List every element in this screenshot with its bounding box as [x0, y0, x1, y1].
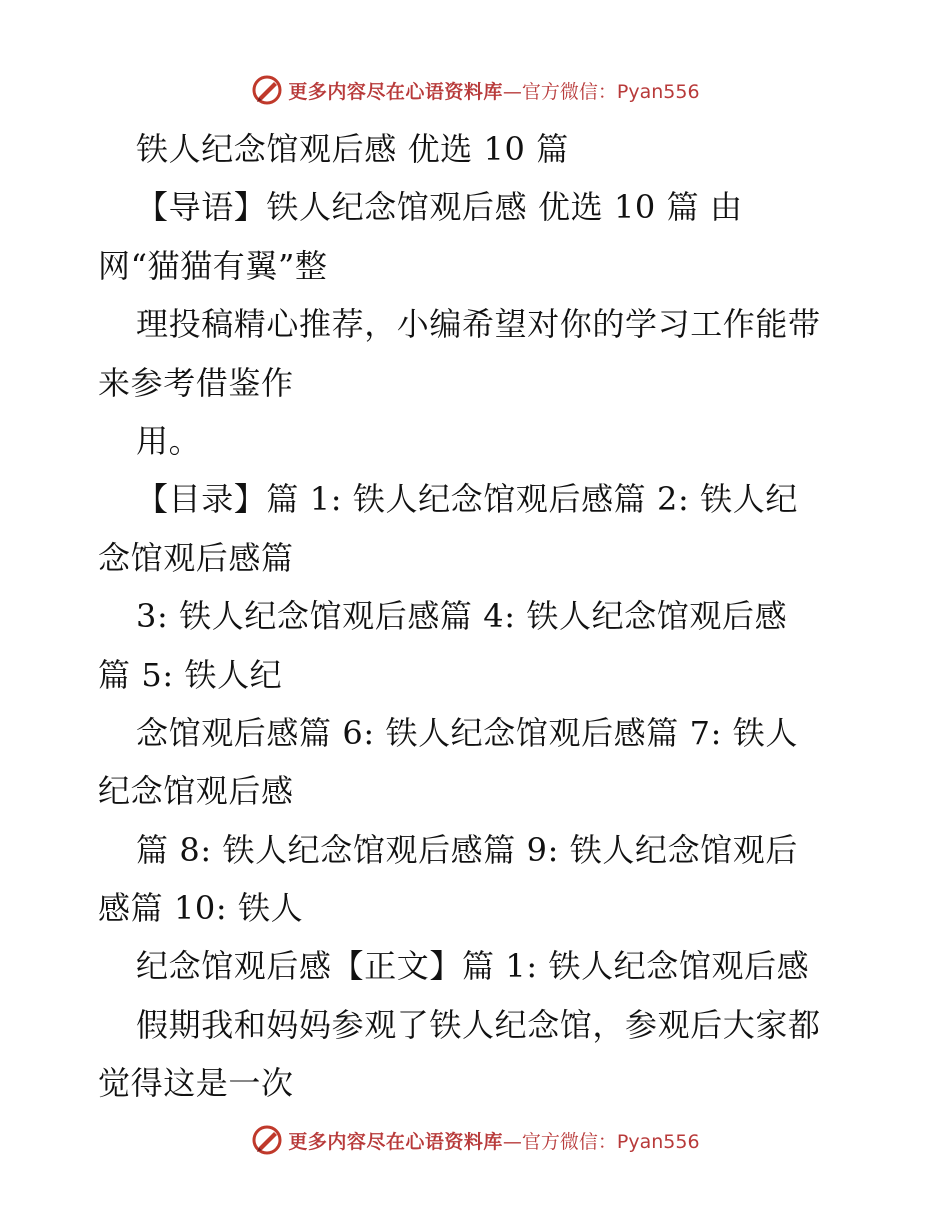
document-line: 纪念馆观后感【正文】篇 1: 铁人纪念馆观后感	[136, 947, 810, 986]
document-line: 用。	[136, 421, 202, 460]
document-line: 网“猫猫有翼”整	[98, 246, 328, 285]
pen-logo-icon	[250, 73, 284, 107]
banner-contact-text: —官方微信：Pyan556	[502, 80, 700, 103]
document-line: 【目录】篇 1: 铁人纪念馆观后感篇 2: 铁人纪	[136, 480, 798, 519]
banner-contact-text: —官方微信：Pyan556	[502, 1130, 700, 1153]
document-line: 篇 5: 铁人纪	[98, 655, 283, 694]
header-banner	[0, 70, 950, 110]
document-line: 铁人纪念馆观后感 优选 10 篇	[136, 130, 569, 168]
banner-brand-text: 更多内容尽在心语资料库	[288, 80, 503, 103]
banner-brand-text: 更多内容尽在心语资料库	[288, 1130, 503, 1153]
document-line: 感篇 10: 铁人	[98, 889, 304, 928]
document-line: 纪念馆观后感	[98, 772, 294, 811]
document-line: 念馆观后感篇 6: 铁人纪念馆观后感篇 7: 铁人	[136, 713, 798, 752]
document-line: 念馆观后感篇	[98, 538, 294, 577]
document-line: 来参考借鉴作	[98, 363, 294, 402]
document-line: 理投稿精心推荐，小编希望对你的学习工作能带	[136, 305, 821, 344]
document-line: 3: 铁人纪念馆观后感篇 4: 铁人纪念馆观后感	[136, 597, 788, 636]
document-line: 觉得这是一次	[98, 1064, 294, 1103]
document-body	[98, 120, 858, 1113]
pen-logo-icon	[250, 1123, 284, 1157]
document-line: 假期我和妈妈参观了铁人纪念馆，参观后大家都	[136, 1005, 821, 1044]
document-line: 【导语】铁人纪念馆观后感 优选 10 篇 由	[136, 188, 743, 227]
document-line: 篇 8: 铁人纪念馆观后感篇 9: 铁人纪念馆观后	[136, 830, 798, 869]
footer-banner	[0, 1120, 950, 1160]
